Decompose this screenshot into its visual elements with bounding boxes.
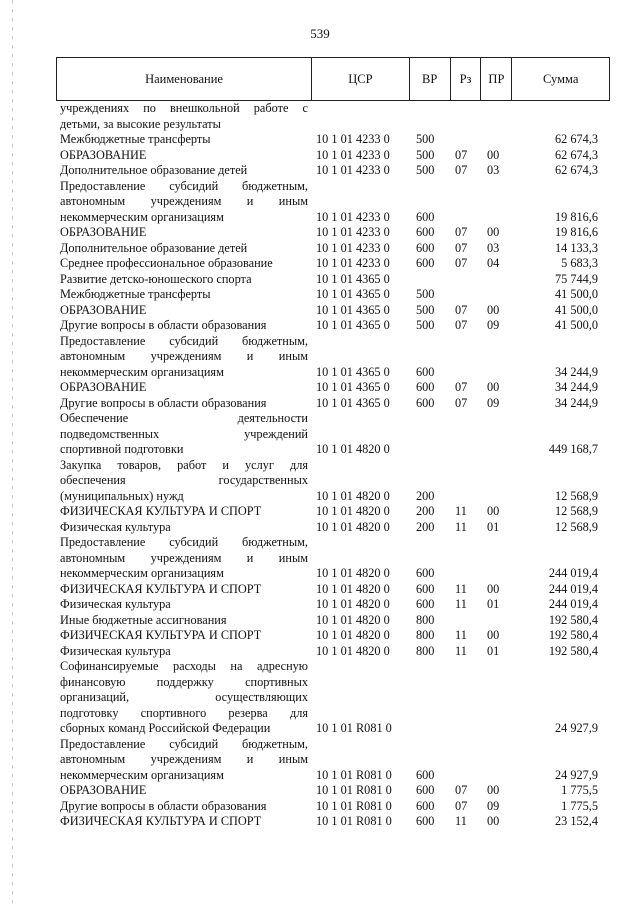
row-name [56,411,312,458]
row-sum: 449 168,7 [548,442,598,456]
header-pr: ПР [481,58,512,100]
header-vr: ВР [410,58,451,100]
table-row [56,225,610,241]
row-sum: 24 927,9 [554,721,598,735]
row-name-line: некоммерческим организациям [60,566,224,580]
row-pr: 00 [487,581,500,596]
row-name-line: подведомственных учреждений [60,426,308,441]
row-vr: 600 [416,814,435,828]
table-header [56,57,610,101]
row-pr: 04 [487,256,500,270]
row-sum: 34 244,9 [554,364,598,379]
row-name [56,597,312,613]
row-sum: 1 775,5 [561,783,598,797]
left-margin-dotted-line [12,0,13,905]
row-name-line: некоммерческим организациям [60,364,224,379]
row-sum: 62 674,3 [554,163,598,177]
row-sum: 41 500,0 [554,302,598,317]
table-row [56,597,610,613]
row-rz [451,334,482,381]
row-pr: 09 [487,318,500,332]
row-sum: 24 927,9 [554,767,598,782]
row-sum: 12 568,9 [554,519,598,534]
row-name-line: Предоставление субсидий бюджетным, [60,178,308,193]
row-name [56,799,312,815]
row-pr: 00 [487,147,500,162]
row-sum: 12 568,9 [554,504,598,518]
header-rz: Рз [451,58,482,100]
row-name [56,628,312,644]
row-rz: 07 [455,163,468,177]
table-row [56,303,610,319]
table-row [56,799,610,815]
row-rz [451,737,482,784]
row-sum: 244 019,4 [548,597,598,611]
row-csr: 10 1 01 4365 0 [316,271,390,286]
row-name-line: Другие вопросы в области образования [60,318,267,332]
row-csr: 10 1 01 4233 0 [316,240,390,255]
row-pr: 00 [487,225,500,239]
row-rz [451,535,482,582]
row-vr [410,411,451,458]
header-csr: ЦСР [312,58,410,100]
row-vr: 600 [416,581,435,596]
row-pr [482,287,513,303]
row-vr: 600 [416,240,435,255]
row-name-line: ОБРАЗОВАНИЕ [60,302,147,317]
table-row [56,783,610,799]
row-pr: 09 [487,798,500,813]
row-name-line: автономным учреждениям и иным [60,550,308,565]
row-name-line: Предоставление субсидий бюджетным, [60,535,308,549]
row-csr: 10 1 01 4233 0 [316,209,390,224]
row-vr: 600 [416,783,435,797]
row-vr: 500 [416,287,435,301]
row-csr: 10 1 01 4820 0 [316,643,390,658]
row-name [56,380,312,396]
row-name [56,318,312,334]
row-sum: 14 133,3 [554,240,598,255]
row-pr [482,613,513,629]
row-name-line: организаций, осуществляющих [60,690,308,704]
row-vr: 200 [416,519,435,534]
row-vr: 800 [416,628,435,642]
row-vr: 600 [416,380,435,394]
row-pr: 01 [487,643,500,658]
row-rz: 07 [455,256,468,270]
row-pr: 00 [487,814,500,828]
table-row [56,411,610,458]
row-name-line: Физическая культура [60,597,171,611]
row-name-line: Другие вопросы в области образования [60,395,267,410]
row-rz [451,458,482,505]
row-rz: 11 [455,597,467,611]
table-row [56,318,610,334]
row-vr: 600 [416,395,435,410]
row-name-line: спортивной подготовки [60,442,184,456]
row-name-line: Предоставление субсидий бюджетным, [60,736,308,751]
row-rz: 07 [455,225,468,239]
table-row [56,148,610,164]
row-sum: 41 500,0 [554,318,598,332]
table-row [56,582,610,598]
row-name [56,334,312,381]
row-csr: 10 1 01 4233 0 [316,256,390,270]
row-rz [451,411,482,458]
row-pr [482,272,513,288]
row-csr: 10 1 01 R081 0 [316,721,392,735]
row-pr [482,179,513,226]
row-sum: 34 244,9 [554,395,598,410]
row-rz [451,179,482,226]
row-name [56,101,312,132]
row-rz: 11 [455,814,467,828]
row-rz: 07 [455,240,468,255]
row-rz: 07 [455,147,468,162]
row-vr [410,101,451,132]
row-csr: 10 1 01 4365 0 [316,302,390,317]
row-name [56,163,312,179]
row-vr: 800 [416,612,435,627]
table-row [56,163,610,179]
row-sum: 62 674,3 [554,147,598,162]
row-rz: 07 [455,302,468,317]
page-number: 539 [310,26,330,41]
row-name [56,535,312,582]
row-name-line: Дополнительное образование детей [60,240,248,255]
row-vr [410,272,451,288]
row-csr: 10 1 01 4820 0 [316,628,390,642]
row-name-line: Развитие детско-юношеского спорта [60,271,252,286]
row-sum: 244 019,4 [548,566,598,580]
row-name-line: ФИЗИЧЕСКАЯ КУЛЬТУРА И СПОРТ [60,504,262,518]
row-csr: 10 1 01 4820 0 [316,488,390,503]
row-vr: 600 [416,597,435,611]
table-row [56,241,610,257]
row-name-line: учреждениях по внешкольной работе с [60,101,308,115]
table-row [56,458,610,505]
row-csr: 10 1 01 4365 0 [316,287,390,301]
row-name [56,613,312,629]
table-row [56,380,610,396]
row-vr: 600 [416,256,435,270]
row-rz [451,659,482,737]
row-vr [410,659,451,737]
row-name-line: автономным учреждениям и иным [60,752,308,766]
row-csr: 10 1 01 R081 0 [316,798,392,813]
row-name-line: ФИЗИЧЕСКАЯ КУЛЬТУРА И СПОРТ [60,628,262,642]
row-name-line: Межбюджетные трансферты [60,132,211,146]
row-vr: 600 [416,767,435,782]
row-rz: 07 [455,395,468,410]
row-name-line: Среднее профессиональное образование [60,256,273,270]
row-name [56,814,312,830]
row-vr: 600 [416,798,435,813]
table-row [56,101,610,132]
row-csr: 10 1 01 R081 0 [316,814,392,828]
row-pr: 01 [487,597,500,611]
row-sum: 19 816,6 [554,225,598,239]
row-pr: 00 [487,504,500,518]
row-pr: 01 [487,519,500,534]
row-name-line: Межбюджетные трансферты [60,287,211,301]
table-row [56,644,610,660]
table-row [56,504,610,520]
row-name [56,520,312,536]
row-pr [482,101,513,132]
row-name [56,256,312,272]
row-pr: 00 [487,302,500,317]
row-csr: 10 1 01 4233 0 [316,132,390,146]
row-rz [451,132,482,148]
row-sum: 19 816,6 [554,209,598,224]
row-name [56,272,312,288]
row-name-line: Другие вопросы в области образования [60,798,267,813]
row-name-line: Дополнительное образование детей [60,163,248,177]
row-sum: 34 244,9 [554,380,598,394]
row-pr [482,334,513,381]
table-row [56,334,610,381]
row-pr: 03 [487,163,500,177]
row-pr [482,659,513,737]
table-row [56,396,610,412]
row-sum: 12 568,9 [554,488,598,503]
row-pr [482,458,513,505]
row-name-line: обеспечения государственных [60,473,308,487]
table-row [56,659,610,737]
row-pr [482,535,513,582]
row-name-line: Иные бюджетные ассигнования [60,612,227,627]
row-name [56,737,312,784]
row-pr [482,132,513,148]
table-row [56,628,610,644]
row-vr: 200 [416,504,435,518]
row-rz [451,613,482,629]
row-name-line: финансовую поддержку спортивных [60,674,308,689]
row-name [56,179,312,226]
row-csr: 10 1 01 4365 0 [316,318,390,332]
row-rz: 11 [455,581,467,596]
row-name-line: (муниципальных) нужд [60,488,184,503]
row-name-line: Софинансируемые расходы на адресную [60,659,308,673]
row-name [56,132,312,148]
row-csr: 10 1 01 4820 0 [316,566,390,580]
row-csr: 10 1 01 4365 0 [316,395,390,410]
row-pr [482,737,513,784]
row-vr: 500 [416,302,435,317]
row-pr: 00 [487,628,500,642]
row-sum: 23 152,4 [554,814,598,828]
row-name [56,287,312,303]
row-vr: 600 [416,209,435,224]
row-rz: 07 [455,318,468,332]
row-vr: 500 [416,147,435,162]
row-csr: 10 1 01 4820 0 [316,612,390,627]
row-csr: 10 1 01 4233 0 [316,163,390,177]
row-name-line: Физическая культура [60,519,171,534]
row-vr: 500 [416,163,435,177]
row-name-line: ОБРАЗОВАНИЕ [60,225,147,239]
row-sum: 62 674,3 [554,132,598,146]
row-sum: 1 775,5 [561,798,598,813]
header-sum: Сумма [542,71,579,86]
table-row [56,613,610,629]
table-row [56,535,610,582]
row-csr: 10 1 01 4233 0 [316,225,390,239]
row-csr: 10 1 01 4820 0 [316,519,390,534]
row-name-line: некоммерческим организациям [60,767,224,782]
row-rz [451,287,482,303]
row-pr: 00 [487,380,500,394]
row-name [56,644,312,660]
row-rz: 11 [455,628,467,642]
row-name [56,659,312,737]
row-name [56,396,312,412]
row-sum: 5 683,3 [561,256,598,270]
row-vr: 600 [416,566,435,580]
row-csr: 10 1 01 4820 0 [316,504,390,518]
row-name-line: автономным учреждениям и иным [60,194,308,208]
row-name [56,504,312,520]
row-name [56,225,312,241]
row-name-line: детьми, за высокие результаты [60,116,221,131]
row-csr: 10 1 01 4820 0 [316,581,390,596]
row-vr: 200 [416,488,435,503]
row-rz: 11 [455,643,467,658]
row-rz: 07 [455,783,468,797]
table-row [56,520,610,536]
table-body [56,101,610,830]
row-name-line: ОБРАЗОВАНИЕ [60,147,147,162]
row-vr: 600 [416,225,435,239]
row-pr [482,411,513,458]
row-pr: 00 [487,783,500,797]
row-name-line: подготовку спортивного резерва для [60,705,308,720]
row-pr: 03 [487,240,500,255]
table-row [56,287,610,303]
row-name-line: ФИЗИЧЕСКАЯ КУЛЬТУРА И СПОРТ [60,814,262,828]
row-name [56,582,312,598]
row-rz: 07 [455,380,468,394]
row-csr [312,101,410,132]
row-sum: 192 580,4 [548,628,598,642]
row-rz: 07 [455,798,468,813]
row-sum: 75 744,9 [554,271,598,286]
row-name-line: ОБРАЗОВАНИЕ [60,783,147,797]
table-row [56,132,610,148]
row-name-line: автономным учреждениям и иным [60,349,308,363]
row-sum: 192 580,4 [548,612,598,627]
row-rz: 11 [455,519,467,534]
row-name [56,148,312,164]
row-csr: 10 1 01 4365 0 [316,380,390,394]
row-csr: 10 1 01 4820 0 [316,442,390,456]
row-sum: 192 580,4 [548,643,598,658]
row-vr: 600 [416,364,435,379]
row-name-line: некоммерческим организациям [60,209,224,224]
row-name-line: Предоставление субсидий бюджетным, [60,333,308,348]
row-name [56,303,312,319]
row-name [56,458,312,505]
row-vr: 500 [416,132,435,146]
row-rz: 11 [455,504,467,518]
table-row [56,814,610,830]
row-csr: 10 1 01 4365 0 [316,364,390,379]
row-sum: 41 500,0 [554,287,598,301]
row-name-line: ОБРАЗОВАНИЕ [60,380,147,394]
row-csr: 10 1 01 4233 0 [316,147,390,162]
row-name [56,783,312,799]
row-name [56,241,312,257]
row-name-line: сборных команд Российской Федерации [60,721,271,735]
header-name: Наименование [57,58,312,100]
row-rz [451,101,482,132]
table-row [56,179,610,226]
row-sum: 244 019,4 [548,581,598,596]
row-vr: 800 [416,643,435,658]
row-name-line: Обеспечение деятельности [60,411,308,425]
row-name-line: ФИЗИЧЕСКАЯ КУЛЬТУРА И СПОРТ [60,581,262,596]
row-csr: 10 1 01 R081 0 [316,767,392,782]
row-sum [513,101,610,132]
row-vr: 500 [416,318,435,332]
table-row [56,272,610,288]
table-row [56,256,610,272]
row-pr: 09 [487,395,500,410]
row-csr: 10 1 01 R081 0 [316,783,392,797]
row-rz [451,272,482,288]
row-name-line: Закупка товаров, работ и услуг для [60,457,308,472]
row-name-line: Физическая культура [60,643,171,658]
row-csr: 10 1 01 4820 0 [316,597,390,611]
table-row [56,737,610,784]
